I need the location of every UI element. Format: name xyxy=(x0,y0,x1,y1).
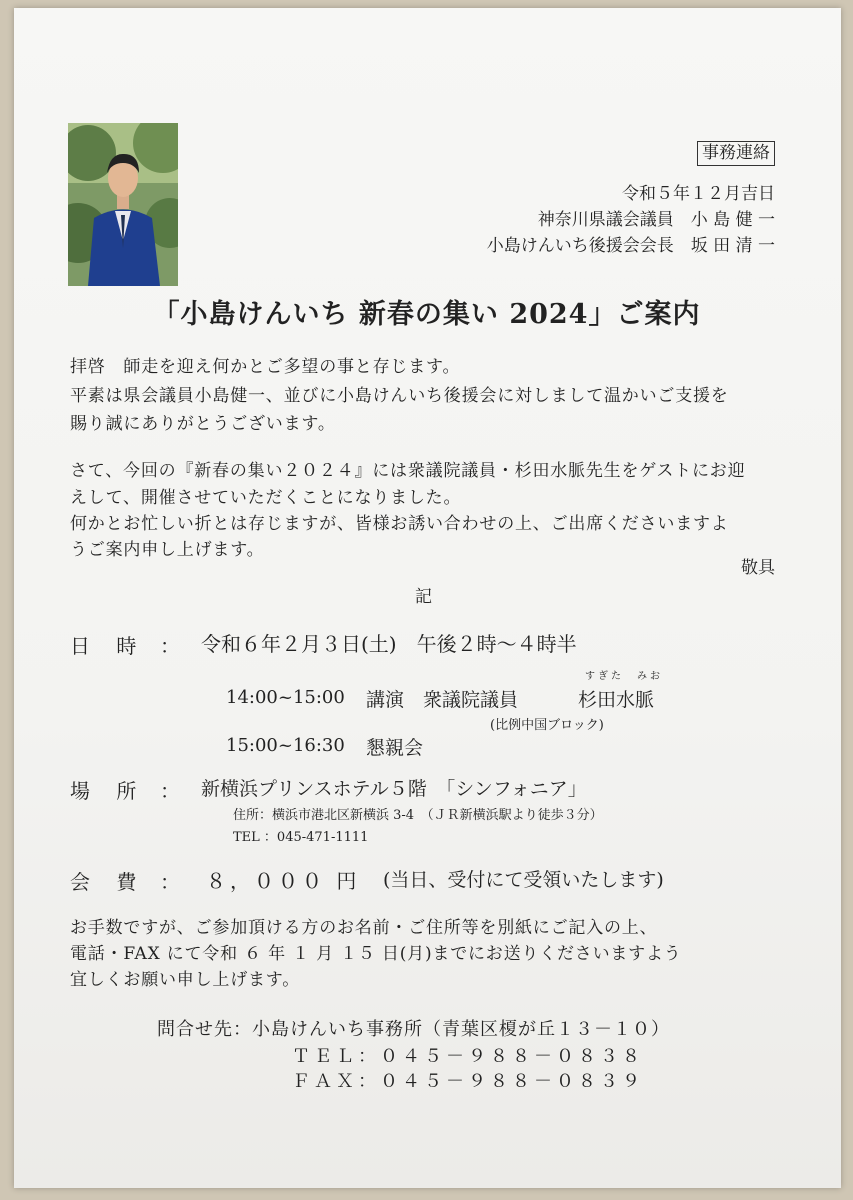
closing-word: 敬具 xyxy=(741,558,775,578)
portrait-photo xyxy=(68,123,178,286)
notice-type-box: 事務連絡 xyxy=(697,141,775,166)
datetime-value: 令和６年２月３日(土) 午後２時〜４時半 xyxy=(201,632,577,656)
fee-label: 会 費 xyxy=(70,870,147,894)
request-line3: 宜しくお願い申し上げます。 xyxy=(70,970,301,990)
sender-line-1: 神奈川県議会議員 小 島 健 一 xyxy=(537,210,775,230)
place-tel: TEL ：045-471-1111 xyxy=(233,830,369,845)
place-address: 住所：横浜市港北区新横浜 3-4 （ＪＲ新横浜駅より徒歩３分） xyxy=(233,808,603,823)
contact-fax: ＦＡＸ：０４５－９８８－０８３９ xyxy=(292,1071,644,1092)
sender-line-2: 小島けんいち後援会会長 坂 田 清 一 xyxy=(486,236,775,256)
document-title: 「小島けんいち 新春の集い 2024」ご案内 xyxy=(152,299,701,330)
place-colon: ： xyxy=(160,779,180,803)
speaker-name: 杉田水脈 xyxy=(578,689,655,711)
request-line1: お手数ですが、ご参加頂ける方のお名前・ご住所等を別紙にご記入の上、 xyxy=(70,918,658,938)
fee-value: ８，０００ 円 xyxy=(206,869,361,893)
session2-desc: 懇親会 xyxy=(366,737,424,759)
body-p1-line1: 拝啓 師走を迎え何かとご多望の事と存じます。 xyxy=(70,357,461,377)
issue-date: 令和５年１２月吉日 xyxy=(622,184,775,204)
datetime-colon: ： xyxy=(160,634,180,658)
body-p2-line2: えして、開催させていただくことになりました。 xyxy=(70,488,462,508)
ki-mark: 記 xyxy=(415,587,432,607)
contact-office: 問合せ先：小島けんいち事務所（青葉区榎が丘１３－１０） xyxy=(157,1019,670,1040)
session1-desc: 講演 衆議院議員 xyxy=(366,689,519,711)
speaker-ruby: すぎた みお xyxy=(585,671,663,682)
place-value: 新横浜プリンスホテル５階 「シンフォニア」 xyxy=(201,778,587,800)
body-p1-line3: 賜り誠にありがとうございます。 xyxy=(70,414,336,434)
speaker-note: (比例中国ブロック) xyxy=(490,718,604,733)
place-label: 場 所 xyxy=(70,779,147,803)
body-p2-line3: 何かとお忙しい折とは存じますが、皆様お誘い合わせの上、ご出席くださいますよ xyxy=(70,514,729,534)
session1-time: 14:00~15:00 xyxy=(226,687,345,708)
contact-tel: ＴＥＬ：０４５－９８８－０８３８ xyxy=(292,1046,644,1067)
fee-colon: ： xyxy=(160,870,180,894)
datetime-label: 日 時 xyxy=(70,634,147,658)
portrait-image xyxy=(68,123,178,286)
request-line2: 電話・FAX にて令和 ６ 年 １ 月 １５ 日(月)までにお送りくださいますよう xyxy=(70,944,682,964)
body-p2-line4: うご案内申し上げます。 xyxy=(70,540,265,560)
session2-time: 15:00~16:30 xyxy=(226,735,345,756)
fee-note: (当日、受付にて受領いたします) xyxy=(383,869,664,891)
body-p2-line1: さて、今回の『新春の集い２０２４』には衆議院議員・杉田水脈先生をゲストにお迎 xyxy=(70,461,746,481)
body-p1-line2: 平素は県会議員小島健一、並びに小島けんいち後援会に対しまして温かいご支援を xyxy=(70,386,729,406)
